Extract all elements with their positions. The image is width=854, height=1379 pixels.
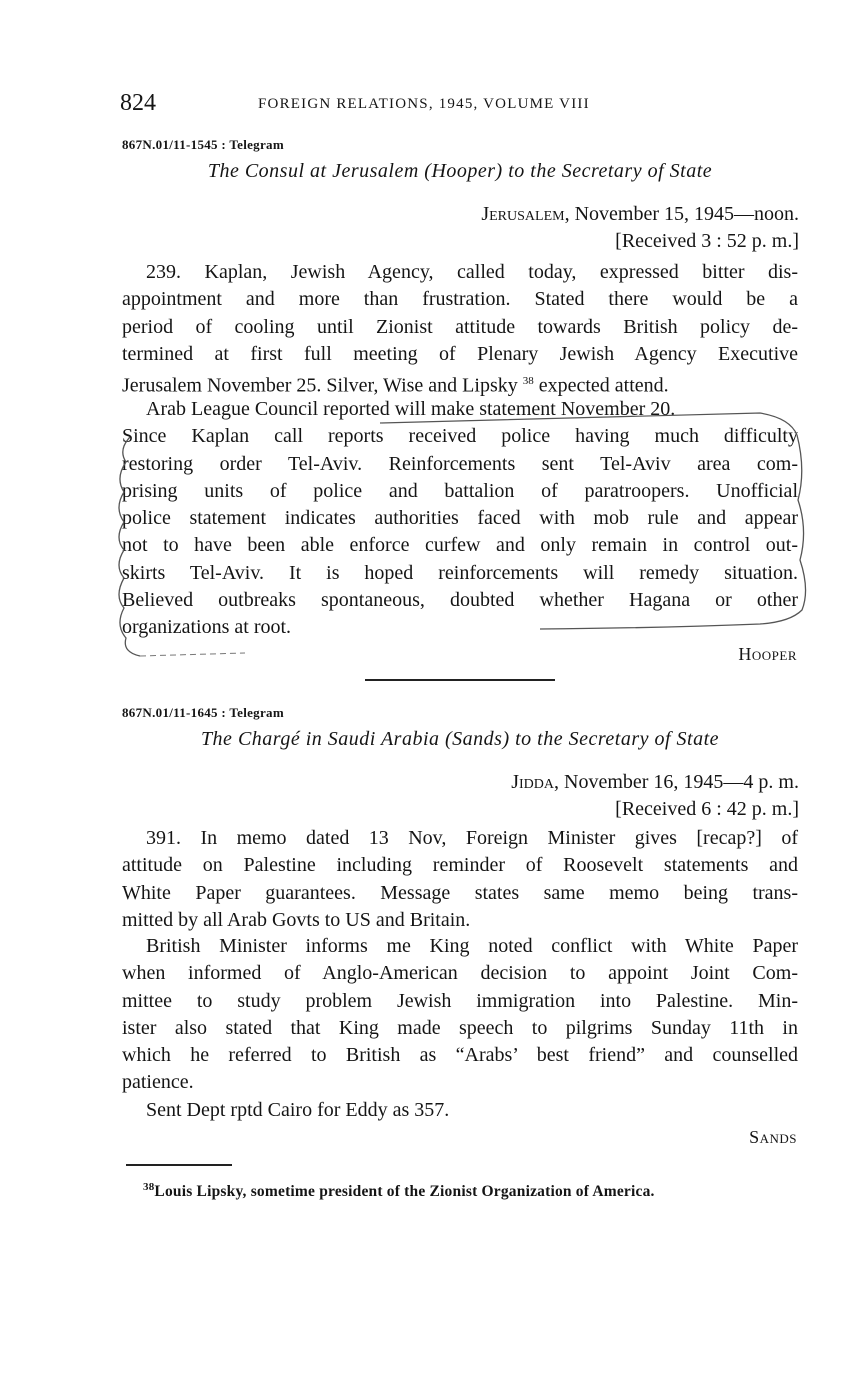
footnote-reference: 38 <box>522 375 534 388</box>
text-line: appointment and more than frustration. Stated there would be a <box>122 288 798 311</box>
text-line: police statement indicates authorities faced with mob rule and appear <box>122 507 798 530</box>
doc2-received: [Received 6 : 42 p. m.] <box>615 798 799 820</box>
page-number: 824 <box>120 90 156 116</box>
text-line: not to have been able enforce curfew and only remain in control out- <box>122 534 798 557</box>
text-line: 391. In memo dated 13 Nov, Foreign Minister gives [recap?] of <box>146 827 798 849</box>
text-line: period of cooling until Zionist attitude towards British policy de- <box>122 315 798 338</box>
text-line: British Minister informs me King noted conflict with White Paper <box>146 935 798 957</box>
doc1-received: [Received 3 : 52 p. m.] <box>615 230 799 252</box>
text-line: Believed outbreaks spontaneous, doubted whether Hagana or other <box>122 589 798 612</box>
text-line: White Paper guarantees. Message states same memo being trans- <box>122 881 798 904</box>
text-line: prising units of police and battalion of paratroopers. Unofficial <box>122 479 798 502</box>
text-line: organizations at root. <box>122 616 292 639</box>
footnote-text: Louis Lipsky, sometime president of the Zionist Organization of America. <box>154 1183 655 1201</box>
doc1-paragraph-1 <box>122 259 798 400</box>
doc2-dateline <box>511 771 799 794</box>
doc2-paragraph-2 <box>122 933 798 1097</box>
text-line: restoring order Tel-Aviv. Reinforcements sent Tel-Aviv area com- <box>122 452 798 475</box>
pencil-bottom-dash <box>140 653 245 656</box>
text-line: Arab League Council reported will make statement November 20. <box>146 398 676 420</box>
text-line: Sent Dept rptd Cairo for Eddy as 357. <box>146 1099 450 1121</box>
text-line: 239. Kaplan, Jewish Agency, called today, expressed bitter dis- <box>146 261 798 283</box>
doc2-paragraph-1 <box>122 825 798 934</box>
text-line: mittee to study problem Jewish immigration into Palestine. Min- <box>122 989 798 1012</box>
text-line: ister also stated that King made speech to pilgrims Sunday 11th in <box>122 1016 798 1039</box>
text-segment: expected attend. <box>533 374 669 397</box>
text-line: mitted by all Arab Govts to US and Britain. <box>122 908 471 931</box>
doc1-place: Jerusalem <box>481 203 565 225</box>
text-line: termined at first full meeting of Plenary Jewish Agency Executive <box>122 342 798 365</box>
text-line: skirts Tel-Aviv. It is hoped reinforcements will remedy situation. <box>122 561 798 584</box>
running-title: FOREIGN RELATIONS, 1945, VOLUME VIII <box>258 96 590 112</box>
text-line: which he referred to British as “Arabs’ best friend” and counselled <box>122 1044 798 1067</box>
doc2-title: The Chargé in Saudi Arabia (Sands) to the Secretary of State <box>200 728 720 750</box>
doc1-file-reference: 867N.01/11-1545 : Telegram <box>122 137 284 152</box>
text-segment: Jerusalem November 25. Silver, Wise and Lipsky <box>122 374 518 397</box>
doc2-date: , November 16, 1945—4 p. m. <box>554 771 799 793</box>
doc1-signature: Hooper <box>738 644 797 664</box>
section-divider <box>365 679 555 681</box>
doc1-dateline <box>481 203 799 226</box>
footnote-rule <box>126 1164 232 1166</box>
text-line: attitude on Palestine including reminder of Roosevelt statements and <box>122 854 798 877</box>
text-line: patience. <box>122 1071 194 1094</box>
doc1-date: , November 15, 1945—noon. <box>564 203 799 225</box>
doc2-file-reference: 867N.01/11-1645 : Telegram <box>122 705 284 720</box>
footnote-marker: 38 <box>143 1181 155 1193</box>
running-header <box>120 90 800 122</box>
doc2-place: Jidda <box>511 771 555 793</box>
doc1-title: The Consul at Jerusalem (Hooper) to the Secretary of State <box>207 160 713 182</box>
doc2-paragraph-3 <box>122 1097 798 1124</box>
text-line: Since Kaplan call reports received police having much difficulty <box>122 425 798 448</box>
text-line: when informed of Anglo-American decision to appoint Joint Com- <box>122 962 798 985</box>
footnote <box>143 1181 655 1201</box>
doc2-signature: Sands <box>749 1127 797 1147</box>
doc1-paragraph-2 <box>122 396 798 642</box>
